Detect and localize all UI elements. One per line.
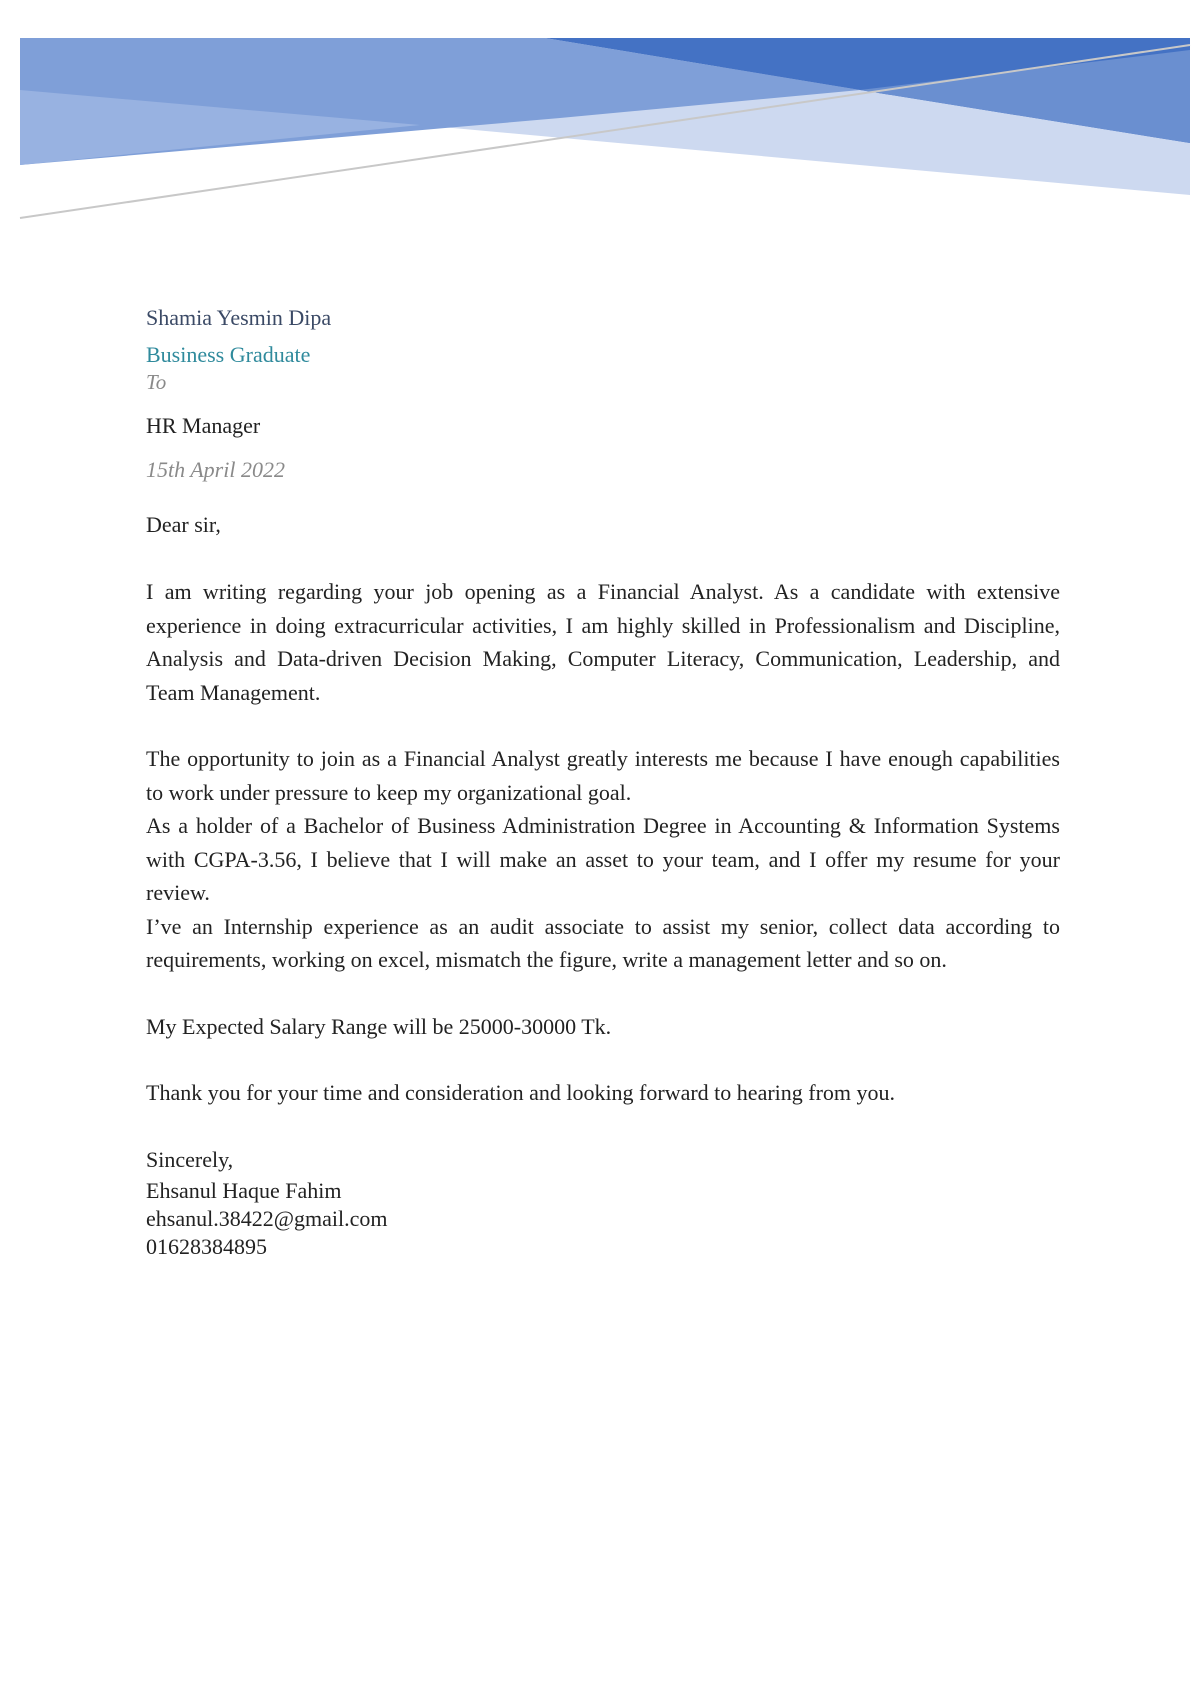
recipient-name: HR Manager [146,413,261,438]
paragraph-education: As a holder of a Bachelor of Business Administration Degree in Accounting & Information Systems with CGPA-3.56, I believe that I will make an asset to your team, and I offer my resume for your review. [146,813,1060,905]
salutation: Dear sir, [146,512,221,537]
header-wave-graphic [0,0,1200,240]
signature-block [146,1143,1060,1261]
paragraph-thanks: Thank you for your time and consideration and looking forward to hearing from you. [146,1080,896,1105]
signer-email: ehsanul.38422@gmail.com [146,1205,388,1231]
paragraph-intro: I am writing regarding your job opening as a Financial Analyst. As a candidate with extensive experience in doing extracurricular activities, I am highly skilled in Professionalism and Discipline, Analysis and Data-driven Decision Making, Computer Literacy, Communication, Leadership, and Team Management. [146,579,1060,705]
paragraph-salary: My Expected Salary Range will be 25000-30000 Tk. [146,1013,612,1039]
sender-name: Shamia Yesmin Dipa [146,305,332,330]
letter-body [146,302,1060,1261]
to-label: To [146,370,167,394]
letter-date: 15th April 2022 [146,457,285,482]
paragraph-opportunity: The opportunity to join as a Financial Analyst greatly interests me because I have enough capabilities to work under pressure to keep my organizational goal. [146,746,1060,805]
valediction: Sincerely, [146,1146,234,1172]
paragraph-internship: I’ve an Internship experience as an audit associate to assist my senior, collect data according to requirements, working on excel, mismatch the figure, write a management letter and so on. [146,913,1060,972]
signer-phone: 01628384895 [146,1233,267,1259]
sender-title: Business Graduate [146,342,311,367]
signer-name: Ehsanul Haque Fahim [146,1177,342,1203]
